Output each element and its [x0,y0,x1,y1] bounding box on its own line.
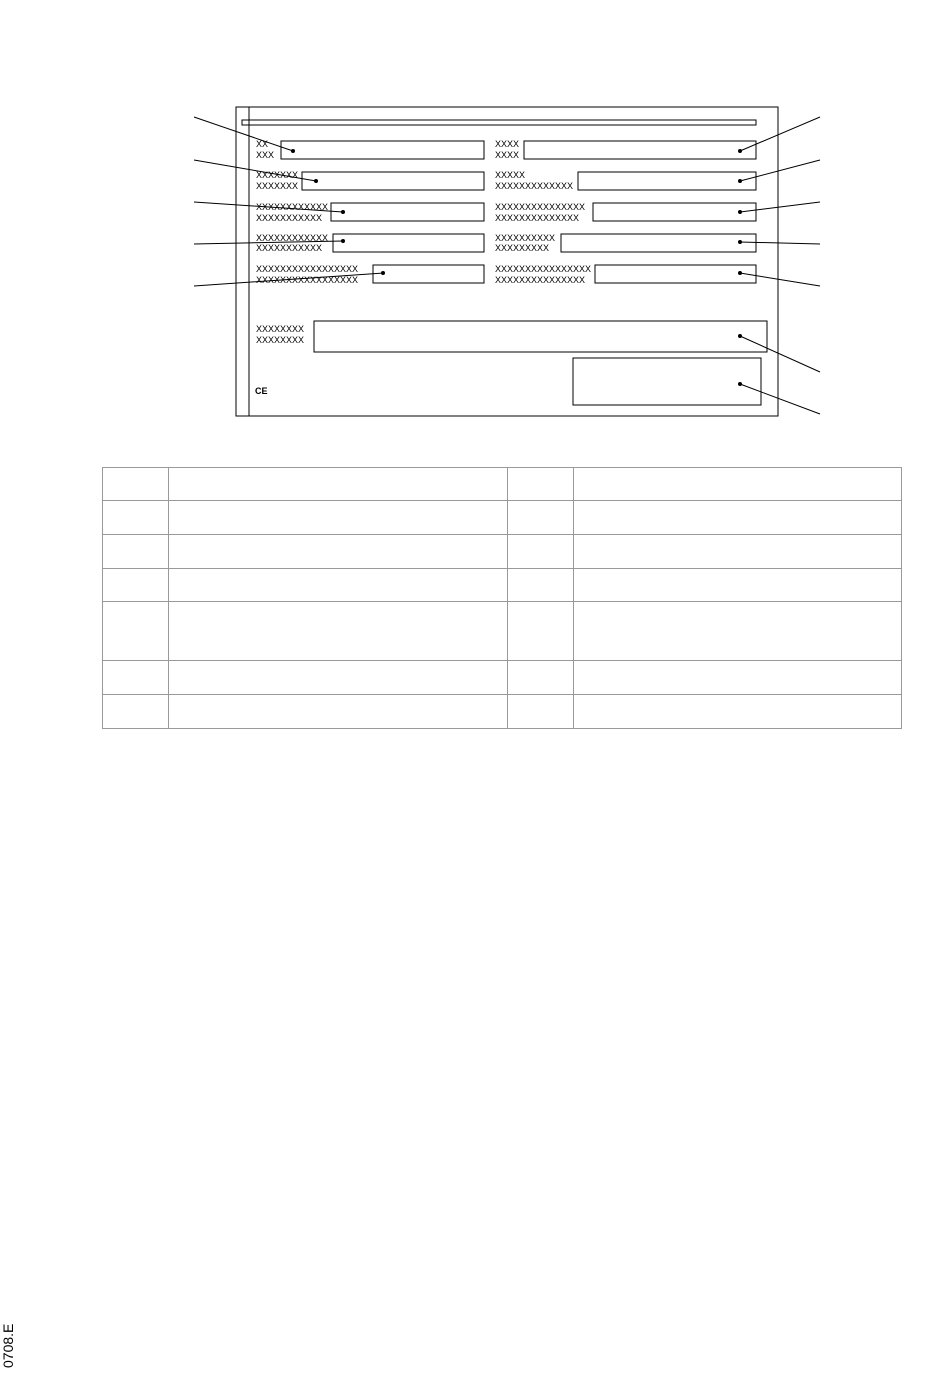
plate-label-3a: XXXXXXXXXXXX [256,202,329,212]
plate-label-4a: XXXXXXXXXXXX [256,233,329,243]
document-code: 0708.E [0,1323,16,1368]
table-row [103,468,902,501]
table-row [103,695,902,729]
plate-label-5b: XXXXXXXXXXXXXXXXX [256,275,359,285]
plate-field-2-right [578,172,756,190]
table-row [103,569,902,602]
table-cell [169,569,508,602]
plate-field-5-right [595,265,756,283]
legend-table [102,467,902,729]
table-cell [103,468,169,501]
nameplate-top-strip [242,120,756,125]
plate-label-4d: XXXXXXXXX [495,243,550,253]
plate-label-5a: XXXXXXXXXXXXXXXXX [256,264,359,274]
table-cell [103,695,169,729]
table-cell [103,661,169,695]
table-cell [169,535,508,569]
table-row [103,661,902,695]
plate-label-3c: XXXXXXXXXXXXXXX [495,202,586,212]
ce-mark: CE [255,386,268,396]
plate-label-6b: XXXXXXXX [256,335,305,345]
plate-field-3-left [331,203,484,221]
table-cell [508,535,574,569]
table-cell [508,501,574,535]
table-cell [169,468,508,501]
plate-label-1c: XXXX [495,139,520,149]
table-row [103,501,902,535]
plate-field-box [573,358,761,405]
table-row [103,535,902,569]
table-cell [508,569,574,602]
leader-dots-right [738,149,742,386]
plate-label-5d: XXXXXXXXXXXXXXX [495,275,586,285]
plate-field-1-left [281,141,484,159]
table-cell [169,501,508,535]
plate-label-3d: XXXXXXXXXXXXXX [495,213,580,223]
plate-label-1a: XX [256,139,269,149]
table-cell [103,501,169,535]
table-cell [169,602,508,661]
table-cell [574,468,902,501]
table-cell [103,569,169,602]
table-cell [574,535,902,569]
plate-label-3b: XXXXXXXXXXX [256,213,323,223]
table-cell [169,661,508,695]
table-cell [574,569,902,602]
plate-label-2a: XXXXXXX [256,170,299,180]
plate-label-4b: XXXXXXXXXXX [256,243,323,253]
plate-field-1-right [524,141,756,159]
plate-label-2b: XXXXXXX [256,181,299,191]
nameplate-diagram [0,0,950,450]
plate-field-3-right [593,203,756,221]
plate-label-6a: XXXXXXXX [256,324,305,334]
plate-label-1d: XXXX [495,150,520,160]
table-cell [574,602,902,661]
plate-label-1b: XXX [256,150,275,160]
table-cell [508,661,574,695]
plate-field-wide [314,321,767,352]
plate-label-4c: XXXXXXXXXX [495,233,556,243]
table-cell [574,695,902,729]
plate-field-2-left [302,172,484,190]
plate-label-2d: XXXXXXXXXXXXX [495,181,574,191]
table-cell [508,602,574,661]
table-cell [574,661,902,695]
table-row [103,602,902,661]
plate-field-5-left [373,265,484,283]
table-cell [103,535,169,569]
table-cell [508,468,574,501]
table-cell [103,602,169,661]
plate-label-2c: XXXXX [495,170,526,180]
table-cell [508,695,574,729]
plate-field-4-right [561,234,756,252]
table-cell [169,695,508,729]
plate-label-5c: XXXXXXXXXXXXXXXX [495,264,592,274]
plate-field-4-left [333,234,484,252]
table-cell [574,501,902,535]
